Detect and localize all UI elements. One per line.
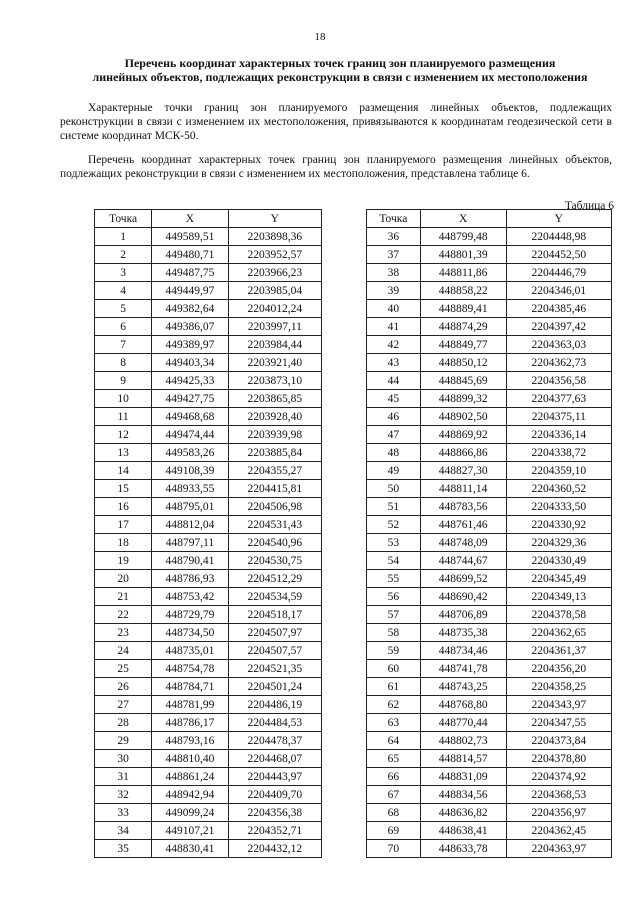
x-coordinate-cell: 448781,99 <box>152 696 228 714</box>
point-number-cell: 8 <box>95 354 152 372</box>
point-number-cell: 45 <box>367 390 421 408</box>
x-coordinate-cell: 448786,93 <box>152 570 228 588</box>
point-number-cell: 19 <box>95 552 152 570</box>
point-number-cell: 66 <box>367 768 421 786</box>
y-coordinate-cell: 2204432,12 <box>228 840 321 858</box>
y-coordinate-cell: 2204375,11 <box>506 408 611 426</box>
y-coordinate-cell: 2204512,29 <box>228 570 321 588</box>
point-number-cell: 27 <box>95 696 152 714</box>
y-coordinate-cell: 2203984,44 <box>228 336 321 354</box>
point-number-cell: 67 <box>367 786 421 804</box>
point-number-cell: 5 <box>95 300 152 318</box>
header-point: Точка <box>367 210 421 228</box>
table-row <box>367 804 612 822</box>
x-coordinate-cell: 448706,89 <box>420 606 506 624</box>
x-coordinate-cell: 448638,41 <box>420 822 506 840</box>
point-number-cell: 70 <box>367 840 421 858</box>
point-number-cell: 51 <box>367 498 421 516</box>
x-coordinate-cell: 448743,25 <box>420 678 506 696</box>
table-row <box>95 786 322 804</box>
table-header-row <box>367 210 612 228</box>
y-coordinate-cell: 2204343,97 <box>506 696 611 714</box>
y-coordinate-cell: 2204507,97 <box>228 624 321 642</box>
reference-paragraph: Перечень координат характерных точек границ зон планируемого размещения линейных объектов, подлежащих реконструкции в связи с изменением их местоположения, представлена таблице 6. <box>60 154 612 180</box>
table-row <box>367 246 612 264</box>
y-coordinate-cell: 2204521,35 <box>228 660 321 678</box>
x-coordinate-cell: 448770,44 <box>420 714 506 732</box>
x-coordinate-cell: 449487,75 <box>152 264 228 282</box>
table-row <box>367 444 612 462</box>
table-row <box>95 264 322 282</box>
x-coordinate-cell: 448699,52 <box>420 570 506 588</box>
header-point: Точка <box>95 210 152 228</box>
point-number-cell: 15 <box>95 480 152 498</box>
x-coordinate-cell: 448811,14 <box>420 480 506 498</box>
y-coordinate-cell: 2204333,50 <box>506 498 611 516</box>
y-coordinate-cell: 2204507,57 <box>228 642 321 660</box>
table-row <box>95 678 322 696</box>
y-coordinate-cell: 2204409,70 <box>228 786 321 804</box>
x-coordinate-cell: 448866,86 <box>420 444 506 462</box>
table-row <box>367 606 612 624</box>
table-row <box>367 516 612 534</box>
x-coordinate-cell: 448827,30 <box>420 462 506 480</box>
table-row <box>367 588 612 606</box>
x-coordinate-cell: 448784,71 <box>152 678 228 696</box>
table-row <box>95 642 322 660</box>
table-row <box>367 768 612 786</box>
table-row <box>95 462 322 480</box>
point-number-cell: 1 <box>95 228 152 246</box>
table-row <box>367 264 612 282</box>
table-row <box>367 750 612 768</box>
table-row <box>367 372 612 390</box>
table-row <box>95 282 322 300</box>
y-coordinate-cell: 2204358,25 <box>506 678 611 696</box>
table-row <box>95 498 322 516</box>
x-coordinate-cell: 448741,78 <box>420 660 506 678</box>
point-number-cell: 33 <box>95 804 152 822</box>
header-x: X <box>420 210 506 228</box>
table-row <box>95 444 322 462</box>
table-row <box>367 390 612 408</box>
x-coordinate-cell: 448812,04 <box>152 516 228 534</box>
x-coordinate-cell: 448830,41 <box>152 840 228 858</box>
x-coordinate-cell: 449389,97 <box>152 336 228 354</box>
y-coordinate-cell: 2204468,07 <box>228 750 321 768</box>
y-coordinate-cell: 2204363,97 <box>506 840 611 858</box>
title-line-2: линейных объектов, подлежащих реконструкции в связи с изменением их местоположения <box>92 70 588 84</box>
y-coordinate-cell: 2204347,55 <box>506 714 611 732</box>
table-row <box>95 750 322 768</box>
point-number-cell: 64 <box>367 732 421 750</box>
y-coordinate-cell: 2204330,49 <box>506 552 611 570</box>
header-x: X <box>152 210 228 228</box>
point-number-cell: 38 <box>367 264 421 282</box>
y-coordinate-cell: 2204362,45 <box>506 822 611 840</box>
x-coordinate-cell: 448942,94 <box>152 786 228 804</box>
y-coordinate-cell: 2204518,17 <box>228 606 321 624</box>
table-row <box>367 534 612 552</box>
table-row <box>95 732 322 750</box>
y-coordinate-cell: 2204397,42 <box>506 318 611 336</box>
y-coordinate-cell: 2204452,50 <box>506 246 611 264</box>
x-coordinate-cell: 449107,21 <box>152 822 228 840</box>
point-number-cell: 44 <box>367 372 421 390</box>
point-number-cell: 42 <box>367 336 421 354</box>
y-coordinate-cell: 2203939,98 <box>228 426 321 444</box>
y-coordinate-cell: 2203985,04 <box>228 282 321 300</box>
x-coordinate-cell: 448748,09 <box>420 534 506 552</box>
table-row <box>367 480 612 498</box>
coordinates-table-left <box>94 209 322 858</box>
x-coordinate-cell: 449382,64 <box>152 300 228 318</box>
point-number-cell: 4 <box>95 282 152 300</box>
y-coordinate-cell: 2204443,97 <box>228 768 321 786</box>
point-number-cell: 53 <box>367 534 421 552</box>
x-coordinate-cell: 448783,56 <box>420 498 506 516</box>
table-row <box>367 642 612 660</box>
point-number-cell: 35 <box>95 840 152 858</box>
y-coordinate-cell: 2204360,52 <box>506 480 611 498</box>
point-number-cell: 40 <box>367 300 421 318</box>
point-number-cell: 34 <box>95 822 152 840</box>
table-row <box>367 840 612 858</box>
y-coordinate-cell: 2203928,40 <box>228 408 321 426</box>
table-row <box>95 840 322 858</box>
y-coordinate-cell: 2204346,01 <box>506 282 611 300</box>
point-number-cell: 59 <box>367 642 421 660</box>
x-coordinate-cell: 449403,34 <box>152 354 228 372</box>
point-number-cell: 25 <box>95 660 152 678</box>
y-coordinate-cell: 2204501,24 <box>228 678 321 696</box>
y-coordinate-cell: 2204355,27 <box>228 462 321 480</box>
x-coordinate-cell: 448636,82 <box>420 804 506 822</box>
y-coordinate-cell: 2204362,65 <box>506 624 611 642</box>
table-row <box>367 678 612 696</box>
y-coordinate-cell: 2204336,14 <box>506 426 611 444</box>
y-coordinate-cell: 2204352,71 <box>228 822 321 840</box>
point-number-cell: 23 <box>95 624 152 642</box>
x-coordinate-cell: 449386,07 <box>152 318 228 336</box>
point-number-cell: 47 <box>367 426 421 444</box>
point-number-cell: 52 <box>367 516 421 534</box>
table-row <box>95 552 322 570</box>
y-coordinate-cell: 2204368,53 <box>506 786 611 804</box>
y-coordinate-cell: 2204448,98 <box>506 228 611 246</box>
point-number-cell: 69 <box>367 822 421 840</box>
x-coordinate-cell: 448845,69 <box>420 372 506 390</box>
point-number-cell: 62 <box>367 696 421 714</box>
x-coordinate-cell: 448734,46 <box>420 642 506 660</box>
point-number-cell: 28 <box>95 714 152 732</box>
x-coordinate-cell: 448899,32 <box>420 390 506 408</box>
x-coordinate-cell: 448811,86 <box>420 264 506 282</box>
x-coordinate-cell: 448633,78 <box>420 840 506 858</box>
x-coordinate-cell: 448874,29 <box>420 318 506 336</box>
y-coordinate-cell: 2204540,96 <box>228 534 321 552</box>
y-coordinate-cell: 2204356,38 <box>228 804 321 822</box>
y-coordinate-cell: 2204356,97 <box>506 804 611 822</box>
point-number-cell: 50 <box>367 480 421 498</box>
point-number-cell: 6 <box>95 318 152 336</box>
x-coordinate-cell: 448902,50 <box>420 408 506 426</box>
table-row <box>95 246 322 264</box>
x-coordinate-cell: 449427,75 <box>152 390 228 408</box>
x-coordinate-cell: 448795,01 <box>152 498 228 516</box>
x-coordinate-cell: 448810,40 <box>152 750 228 768</box>
point-number-cell: 57 <box>367 606 421 624</box>
point-number-cell: 49 <box>367 462 421 480</box>
table-row <box>95 516 322 534</box>
table-row <box>95 336 322 354</box>
point-number-cell: 30 <box>95 750 152 768</box>
table-row <box>367 732 612 750</box>
point-number-cell: 43 <box>367 354 421 372</box>
x-coordinate-cell: 448858,22 <box>420 282 506 300</box>
x-coordinate-cell: 448754,78 <box>152 660 228 678</box>
x-coordinate-cell: 448797,11 <box>152 534 228 552</box>
point-number-cell: 61 <box>367 678 421 696</box>
table-row <box>95 426 322 444</box>
x-coordinate-cell: 448831,09 <box>420 768 506 786</box>
point-number-cell: 20 <box>95 570 152 588</box>
y-coordinate-cell: 2204361,37 <box>506 642 611 660</box>
y-coordinate-cell: 2204378,58 <box>506 606 611 624</box>
x-coordinate-cell: 449589,51 <box>152 228 228 246</box>
x-coordinate-cell: 448849,77 <box>420 336 506 354</box>
y-coordinate-cell: 2204329,36 <box>506 534 611 552</box>
table-row <box>367 696 612 714</box>
y-coordinate-cell: 2204359,10 <box>506 462 611 480</box>
x-coordinate-cell: 448814,57 <box>420 750 506 768</box>
point-number-cell: 48 <box>367 444 421 462</box>
y-coordinate-cell: 2204356,20 <box>506 660 611 678</box>
y-coordinate-cell: 2204374,92 <box>506 768 611 786</box>
table-row <box>367 786 612 804</box>
x-coordinate-cell: 448801,39 <box>420 246 506 264</box>
y-coordinate-cell: 2204373,84 <box>506 732 611 750</box>
table-row <box>95 372 322 390</box>
y-coordinate-cell: 2203898,36 <box>228 228 321 246</box>
table-row <box>95 390 322 408</box>
point-number-cell: 65 <box>367 750 421 768</box>
x-coordinate-cell: 449449,97 <box>152 282 228 300</box>
table-row <box>367 426 612 444</box>
table-row <box>367 408 612 426</box>
point-number-cell: 31 <box>95 768 152 786</box>
y-coordinate-cell: 2204415,81 <box>228 480 321 498</box>
point-number-cell: 22 <box>95 606 152 624</box>
x-coordinate-cell: 448734,50 <box>152 624 228 642</box>
y-coordinate-cell: 2204356,58 <box>506 372 611 390</box>
point-number-cell: 26 <box>95 678 152 696</box>
x-coordinate-cell: 448790,41 <box>152 552 228 570</box>
table-caption: Таблица 6 <box>564 200 614 212</box>
header-y: Y <box>506 210 611 228</box>
y-coordinate-cell: 2204012,24 <box>228 300 321 318</box>
point-number-cell: 21 <box>95 588 152 606</box>
point-number-cell: 36 <box>367 228 421 246</box>
table-header-row <box>95 210 322 228</box>
table-row <box>95 660 322 678</box>
y-coordinate-cell: 2203952,57 <box>228 246 321 264</box>
point-number-cell: 9 <box>95 372 152 390</box>
x-coordinate-cell: 448834,56 <box>420 786 506 804</box>
y-coordinate-cell: 2204377,63 <box>506 390 611 408</box>
y-coordinate-cell: 2204362,73 <box>506 354 611 372</box>
y-coordinate-cell: 2204506,98 <box>228 498 321 516</box>
point-number-cell: 63 <box>367 714 421 732</box>
table-row <box>367 714 612 732</box>
point-number-cell: 29 <box>95 732 152 750</box>
title-line-1: Перечень координат характерных точек границ зон планируемого размещения <box>124 56 556 70</box>
table-row <box>367 228 612 246</box>
y-coordinate-cell: 2204530,75 <box>228 552 321 570</box>
x-coordinate-cell: 448889,41 <box>420 300 506 318</box>
table-row <box>367 462 612 480</box>
y-coordinate-cell: 2204446,79 <box>506 264 611 282</box>
table-row <box>367 498 612 516</box>
y-coordinate-cell: 2204484,53 <box>228 714 321 732</box>
table-row <box>367 660 612 678</box>
table-row <box>95 228 322 246</box>
point-number-cell: 56 <box>367 588 421 606</box>
x-coordinate-cell: 448768,80 <box>420 696 506 714</box>
y-coordinate-cell: 2204531,43 <box>228 516 321 534</box>
table-row <box>95 624 322 642</box>
table-row <box>95 606 322 624</box>
y-coordinate-cell: 2203885,84 <box>228 444 321 462</box>
table-row <box>367 318 612 336</box>
x-coordinate-cell: 448850,12 <box>420 354 506 372</box>
y-coordinate-cell: 2204363,03 <box>506 336 611 354</box>
x-coordinate-cell: 448729,79 <box>152 606 228 624</box>
point-number-cell: 13 <box>95 444 152 462</box>
table-row <box>95 804 322 822</box>
point-number-cell: 41 <box>367 318 421 336</box>
table-row <box>95 300 322 318</box>
x-coordinate-cell: 448761,46 <box>420 516 506 534</box>
table-row <box>95 408 322 426</box>
table-row <box>367 570 612 588</box>
point-number-cell: 54 <box>367 552 421 570</box>
table-row <box>95 588 322 606</box>
x-coordinate-cell: 448869,92 <box>420 426 506 444</box>
header-y: Y <box>228 210 321 228</box>
x-coordinate-cell: 448786,17 <box>152 714 228 732</box>
table-row <box>367 282 612 300</box>
table-row <box>95 822 322 840</box>
x-coordinate-cell: 449108,39 <box>152 462 228 480</box>
point-number-cell: 7 <box>95 336 152 354</box>
table-row <box>95 318 322 336</box>
x-coordinate-cell: 448861,24 <box>152 768 228 786</box>
point-number-cell: 60 <box>367 660 421 678</box>
table-row <box>95 480 322 498</box>
table-row <box>95 696 322 714</box>
y-coordinate-cell: 2204330,92 <box>506 516 611 534</box>
y-coordinate-cell: 2204345,49 <box>506 570 611 588</box>
y-coordinate-cell: 2204349,13 <box>506 588 611 606</box>
point-number-cell: 3 <box>95 264 152 282</box>
point-number-cell: 39 <box>367 282 421 300</box>
y-coordinate-cell: 2204378,80 <box>506 750 611 768</box>
point-number-cell: 16 <box>95 498 152 516</box>
x-coordinate-cell: 449480,71 <box>152 246 228 264</box>
point-number-cell: 12 <box>95 426 152 444</box>
x-coordinate-cell: 448802,73 <box>420 732 506 750</box>
document-title <box>60 56 620 84</box>
table-row <box>95 534 322 552</box>
x-coordinate-cell: 448735,01 <box>152 642 228 660</box>
y-coordinate-cell: 2203921,40 <box>228 354 321 372</box>
table-row <box>95 714 322 732</box>
table-row <box>95 354 322 372</box>
page-number: 18 <box>314 31 326 43</box>
x-coordinate-cell: 448690,42 <box>420 588 506 606</box>
point-number-cell: 32 <box>95 786 152 804</box>
x-coordinate-cell: 449468,68 <box>152 408 228 426</box>
y-coordinate-cell: 2204486,19 <box>228 696 321 714</box>
table-row <box>367 336 612 354</box>
table-row <box>367 624 612 642</box>
x-coordinate-cell: 449583,26 <box>152 444 228 462</box>
x-coordinate-cell: 449425,33 <box>152 372 228 390</box>
y-coordinate-cell: 2203865,85 <box>228 390 321 408</box>
point-number-cell: 58 <box>367 624 421 642</box>
y-coordinate-cell: 2204338,72 <box>506 444 611 462</box>
x-coordinate-cell: 448753,42 <box>152 588 228 606</box>
y-coordinate-cell: 2204534,59 <box>228 588 321 606</box>
table-row <box>367 552 612 570</box>
y-coordinate-cell: 2203997,11 <box>228 318 321 336</box>
x-coordinate-cell: 449099,24 <box>152 804 228 822</box>
table-row <box>95 570 322 588</box>
x-coordinate-cell: 448735,38 <box>420 624 506 642</box>
table-row <box>95 768 322 786</box>
y-coordinate-cell: 2203966,23 <box>228 264 321 282</box>
y-coordinate-cell: 2203873,10 <box>228 372 321 390</box>
table-row <box>367 822 612 840</box>
y-coordinate-cell: 2204478,37 <box>228 732 321 750</box>
point-number-cell: 24 <box>95 642 152 660</box>
point-number-cell: 10 <box>95 390 152 408</box>
point-number-cell: 18 <box>95 534 152 552</box>
point-number-cell: 37 <box>367 246 421 264</box>
y-coordinate-cell: 2204385,46 <box>506 300 611 318</box>
table-row <box>367 300 612 318</box>
point-number-cell: 11 <box>95 408 152 426</box>
x-coordinate-cell: 449474,44 <box>152 426 228 444</box>
x-coordinate-cell: 448933,55 <box>152 480 228 498</box>
intro-paragraph: Характерные точки границ зон планируемого размещения линейных объектов, подлежащих реконструкции в связи с изменением их местоположения, привязываются к координатам геодезической сети в системе координат МСК-50. <box>60 102 612 142</box>
x-coordinate-cell: 448799,48 <box>420 228 506 246</box>
point-number-cell: 14 <box>95 462 152 480</box>
point-number-cell: 17 <box>95 516 152 534</box>
x-coordinate-cell: 448793,16 <box>152 732 228 750</box>
point-number-cell: 46 <box>367 408 421 426</box>
x-coordinate-cell: 448744,67 <box>420 552 506 570</box>
point-number-cell: 2 <box>95 246 152 264</box>
table-row <box>367 354 612 372</box>
point-number-cell: 55 <box>367 570 421 588</box>
point-number-cell: 68 <box>367 804 421 822</box>
coordinates-table-right <box>366 209 612 858</box>
